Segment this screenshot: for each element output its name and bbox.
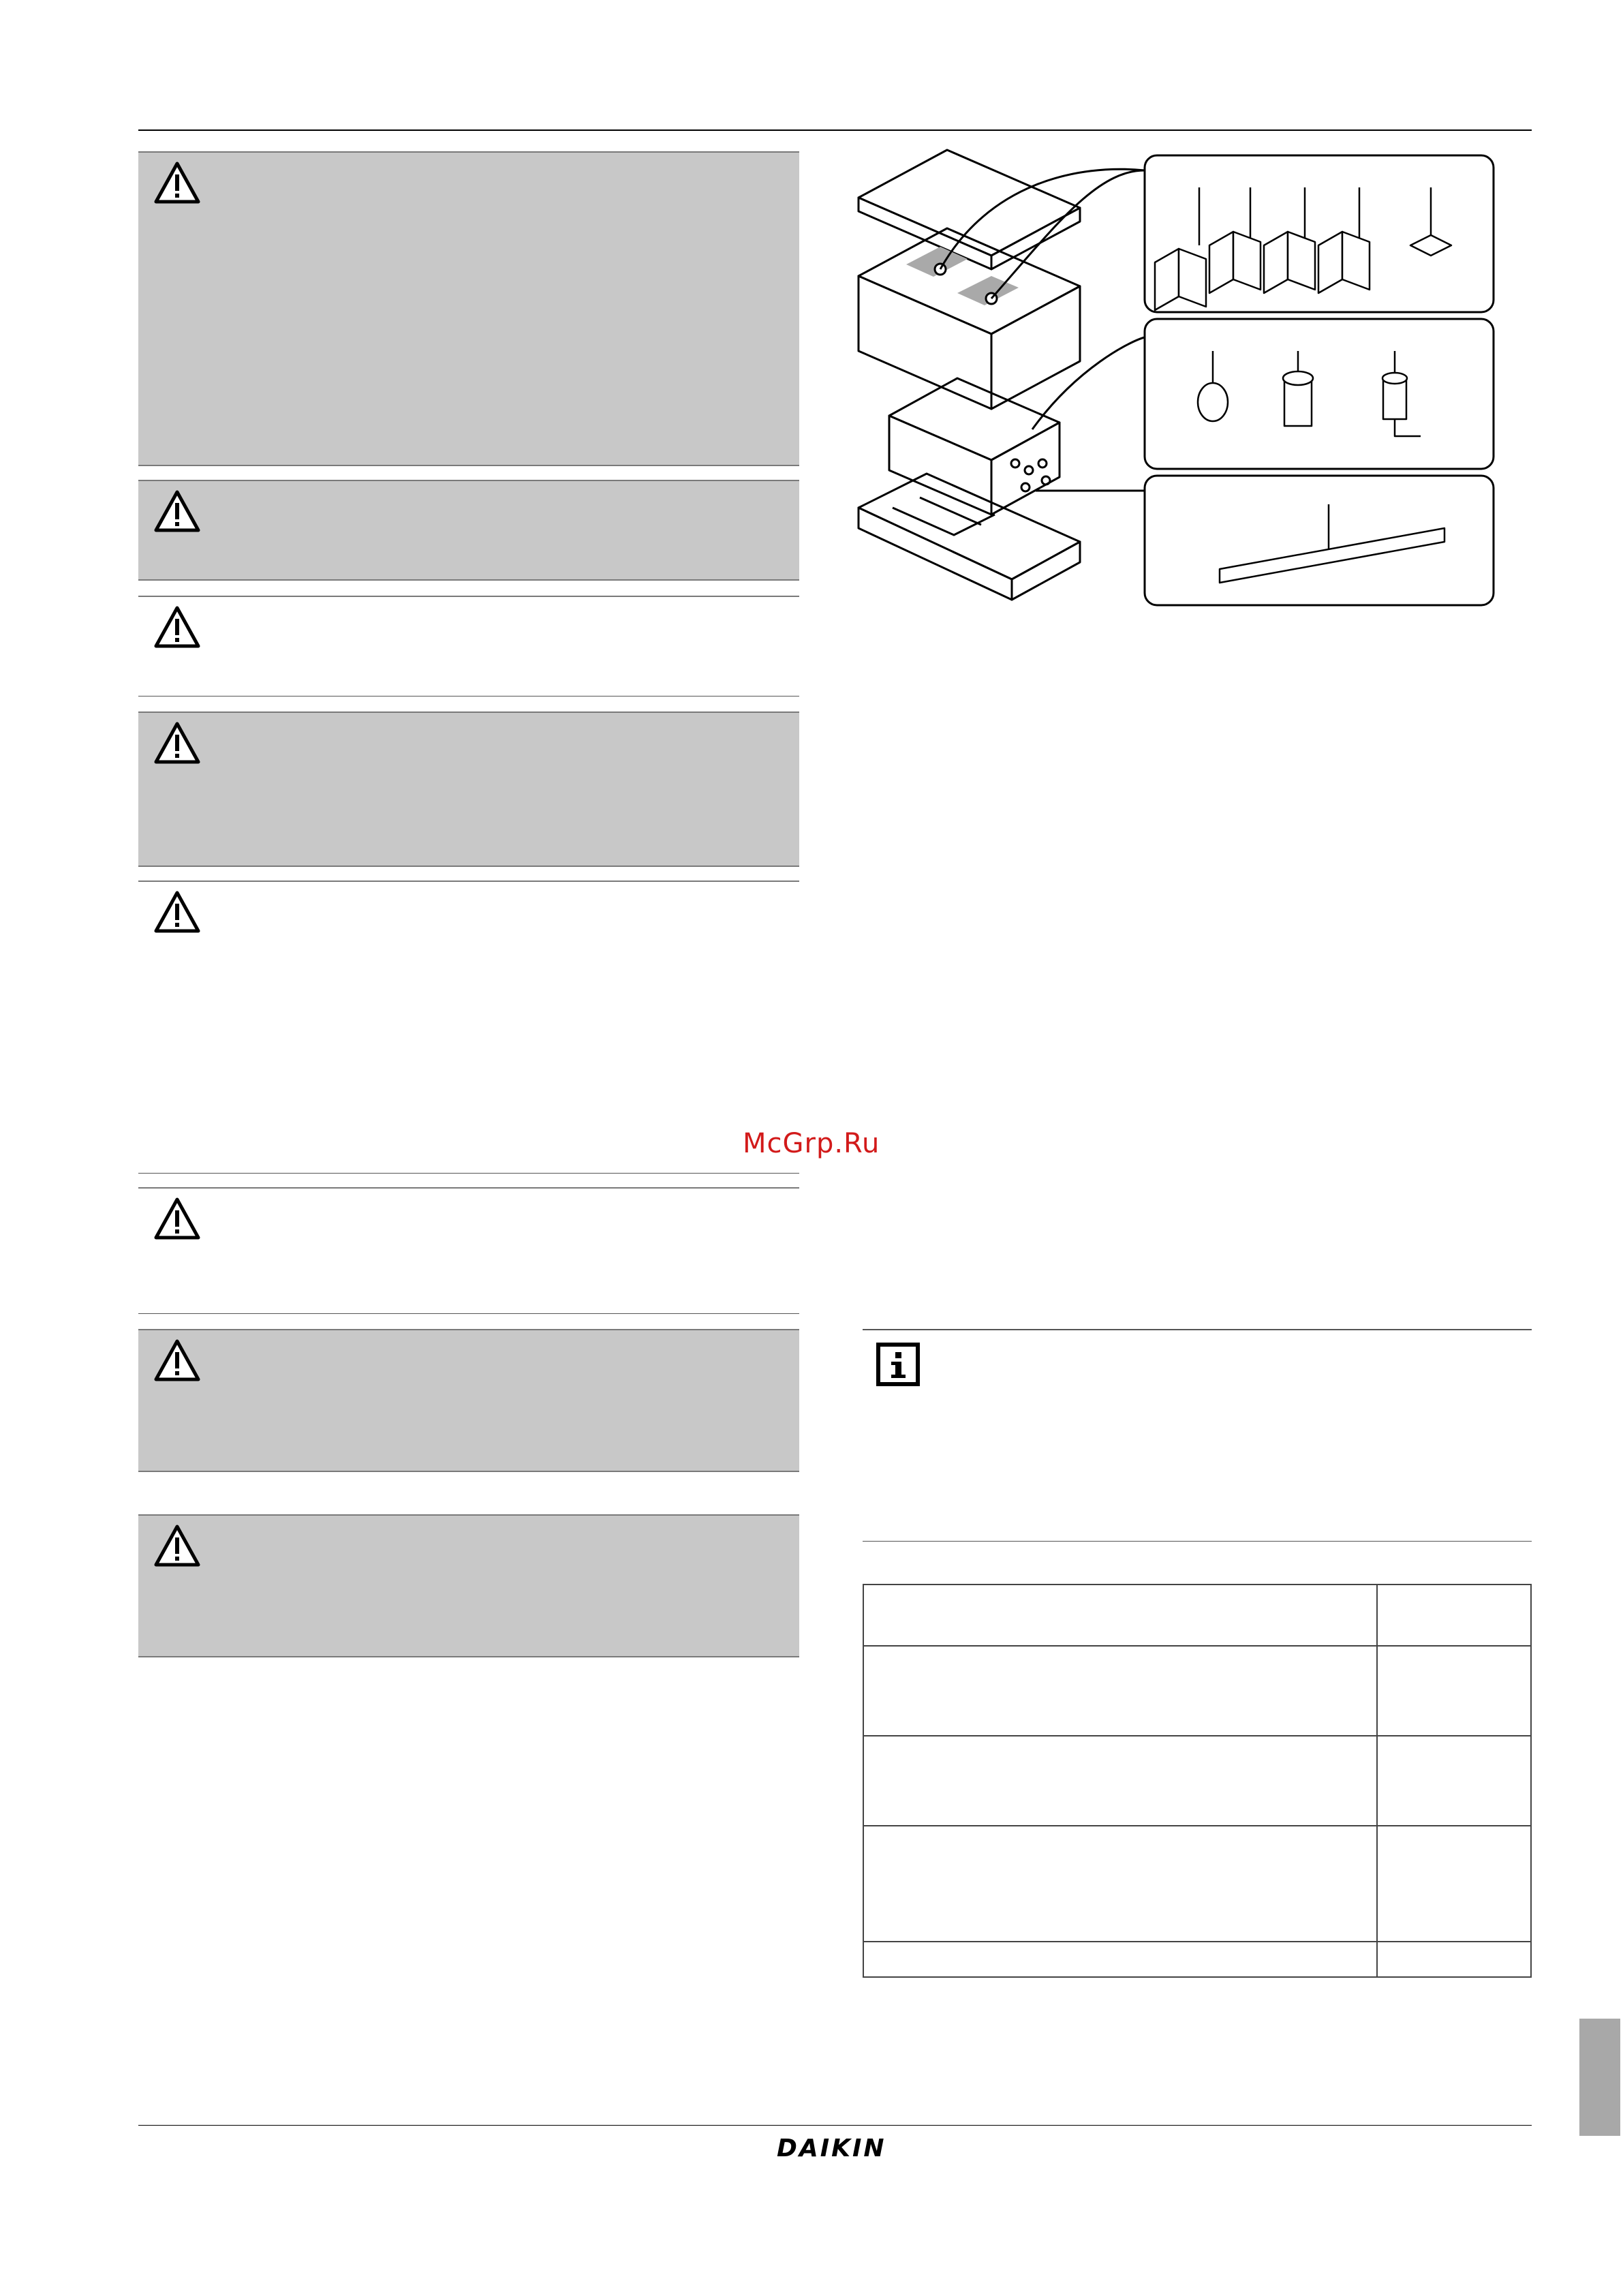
table-row: [863, 1736, 1531, 1826]
warning-triangle-icon: [153, 721, 201, 765]
warning-box: [138, 480, 799, 581]
warning-triangle-icon: [153, 1524, 201, 1567]
info-note: [863, 1329, 1532, 1542]
warning-triangle-icon: [153, 161, 201, 204]
warning-box: [138, 711, 799, 867]
warning-triangle-icon: [153, 1338, 201, 1382]
warning-box: [138, 881, 799, 1174]
table-row: [863, 1646, 1531, 1736]
watermark-text: McGrp.Ru: [743, 1128, 880, 1159]
warning-triangle-icon: [153, 489, 201, 533]
warning-box: [138, 1329, 799, 1472]
daikin-logo: DAIKIN: [777, 2134, 886, 2162]
callout-fittings: [1145, 319, 1494, 469]
parts-table: [863, 1584, 1532, 1978]
accessories-figure: [852, 143, 1499, 620]
warning-box: [138, 1514, 799, 1657]
warning-box: [138, 151, 799, 466]
warning-box: [138, 596, 799, 697]
side-tab: [1579, 2019, 1620, 2136]
table-row: [863, 1585, 1531, 1646]
warning-triangle-icon: [153, 605, 201, 649]
warning-triangle-icon: [153, 1197, 201, 1240]
warning-box: [138, 1187, 799, 1314]
box-lid: [859, 150, 1080, 269]
warning-triangle-icon: [153, 890, 201, 934]
table-row: [863, 1826, 1531, 1942]
box-tray: [859, 474, 1080, 600]
header-rule: [138, 129, 1532, 131]
table-row: [863, 1942, 1531, 1977]
footer-rule: [138, 2125, 1532, 2126]
info-icon: [876, 1343, 920, 1386]
